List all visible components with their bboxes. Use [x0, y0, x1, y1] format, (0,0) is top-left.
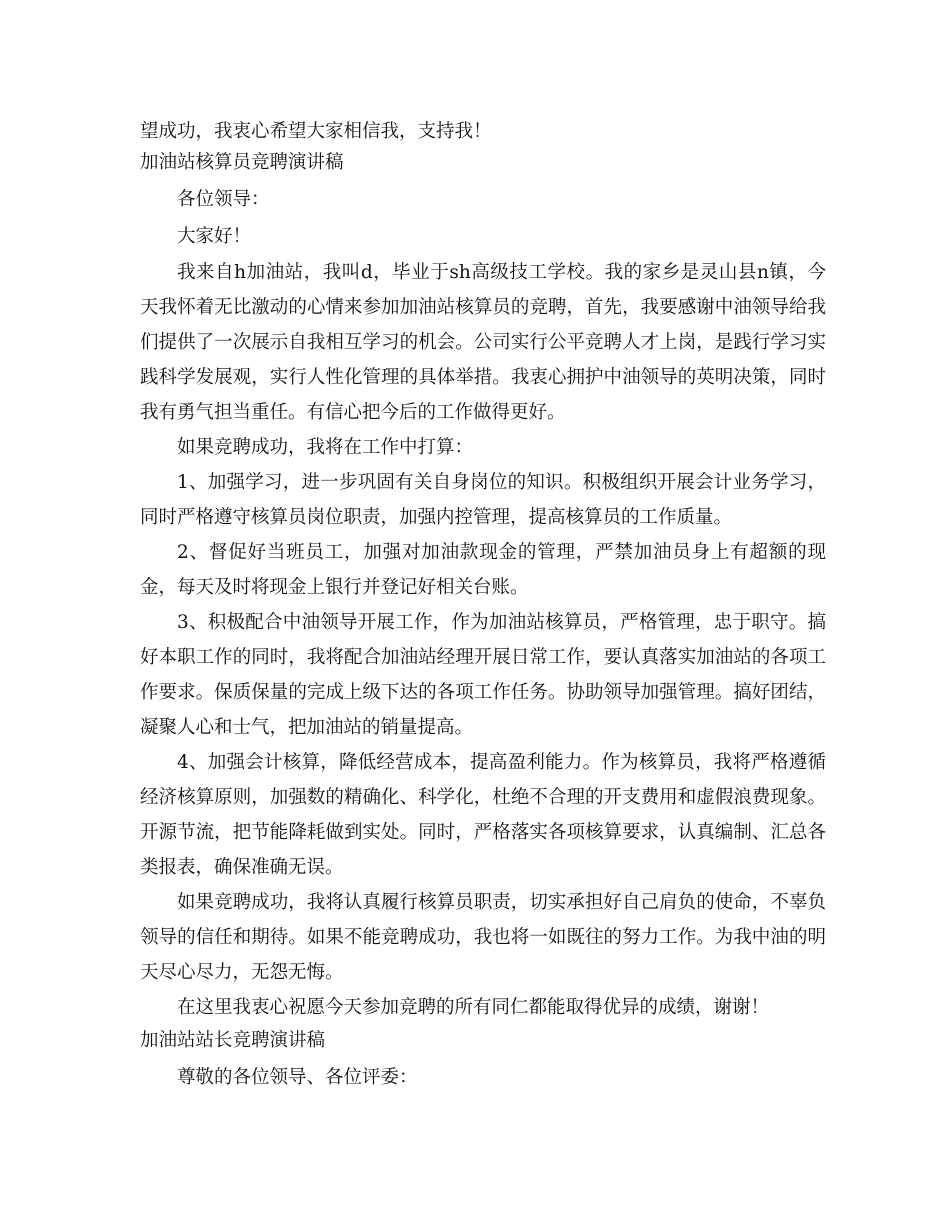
salutation-accountant: 各位领导： [177, 189, 270, 210]
paragraph-plan-lead: 如果竞聘成功，我将在工作中打算： [177, 437, 474, 458]
paragraph-closing: 在这里我衷心祝愿今天参加竞聘的所有同仁都能取得优异的成绩，谢谢！ [177, 997, 770, 1018]
paragraph-commitment: 如果竞聘成功，我将认真履行核算员职责，切实承担好自己肩负的使命，不辜负领导的信任和期待。如果不能竞聘成功，我也将一如既往的努力工作。为我中油的明天尽心尽力，无怨无悔。 [140, 892, 826, 983]
paragraph-point-2: 2、督促好当班员工，加强对加油款现金的管理，严禁加油员身上有超额的现金，每天及时将现金上银行并登记好相关台账。 [140, 542, 826, 598]
paragraph-intro: 我来自h加油站，我叫d，毕业于sh高级技工学校。我的家乡是灵山县n镇，今天我怀着无比激动的心情来参加加油站核算员的竞聘，首先，我要感谢中油领导给我们提供了一次展示自我相互学习的机会。公司实行公平竞聘人才上岗，是践行学习实践科学发展观，实行人性化管理的具体举措。我衷心拥护中油领导的英明决策，同时我有勇气担当重任。有信心把今后的工作做得更好。 [140, 262, 826, 423]
continuation-line: 望成功，我衷心希望大家相信我，支持我！ [140, 121, 492, 142]
greeting: 大家好！ [177, 226, 252, 247]
document-body [140, 116, 826, 1093]
paragraph-point-3: 3、积极配合中油领导开展工作，作为加油站核算员，严格管理，忠于职守。搞好本职工作的同时，我将配合加油站经理开展日常工作，要认真落实加油站的各项工作要求。保质保量的完成上级下达的各项工作任务。协助领导加强管理。搞好团结，凝聚人心和士气，把加油站的销量提高。 [140, 612, 826, 738]
paragraph-point-1: 1、加强学习，进一步巩固有关自身岗位的知识。积极组织开展会计业务学习，同时严格遵守核算员岗位职责，加强内控管理，提高核算员的工作质量。 [140, 472, 826, 528]
section-title-station-manager: 加油站站长竞聘演讲稿 [140, 1030, 326, 1051]
section-title-accountant: 加油站核算员竞聘演讲稿 [140, 152, 344, 173]
paragraph-point-4: 4、加强会计核算，降低经营成本，提高盈利能力。作为核算员，我将严格遵循经济核算原则，加强数的精确化、科学化，杜绝不合理的开支费用和虚假浪费现象。开源节流，把节能降耗做到实处。同时，严格落实各项核算要求，认真编制、汇总各类报表，确保准确无误。 [140, 752, 826, 878]
salutation-station-manager: 尊敬的各位领导、各位评委： [177, 1067, 418, 1088]
